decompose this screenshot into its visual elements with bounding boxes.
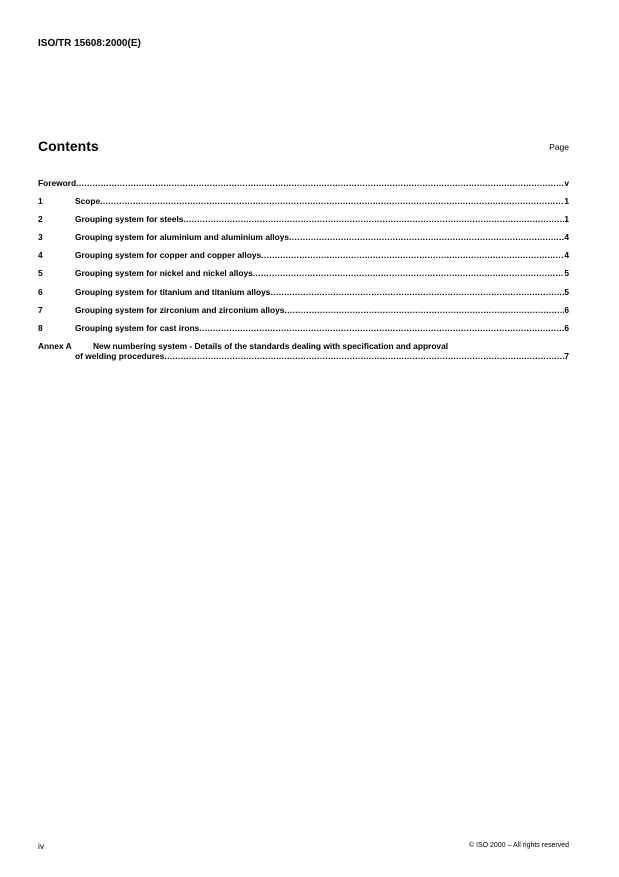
toc-entry-text: Grouping system for copper and copper alloys <box>75 250 262 261</box>
toc-entry-text: Grouping system for zirconium and zirconium alloys <box>75 304 285 315</box>
document-id-header: ISO/TR 15608:2000(E) <box>38 38 141 49</box>
table-of-contents <box>38 178 569 361</box>
toc-entry-annex-a[interactable] <box>38 341 569 361</box>
dot-leader <box>284 305 564 316</box>
toc-entry-8[interactable] <box>38 323 569 341</box>
page-column-label: Page <box>549 142 569 152</box>
dot-leader <box>199 323 564 334</box>
dot-leader <box>100 196 564 207</box>
toc-entry-number: 6 <box>38 286 43 297</box>
toc-entry-4[interactable] <box>38 250 569 268</box>
dot-leader <box>289 232 564 243</box>
dot-leader <box>253 268 565 279</box>
toc-entry-text: Foreword <box>38 178 77 188</box>
contents-title: Contents <box>38 138 99 154</box>
toc-entry-page: v <box>564 178 569 188</box>
toc-entry-7[interactable] <box>38 305 569 323</box>
dot-leader <box>261 250 564 261</box>
toc-entry-text: Grouping system for cast irons <box>75 322 200 333</box>
dot-leader <box>164 351 564 361</box>
toc-entry-text: Scope <box>75 196 101 207</box>
footer-copyright: © ISO 2000 – All rights reserved <box>468 842 569 849</box>
toc-entry-page: 5 <box>564 286 569 297</box>
toc-entry-foreword[interactable] <box>38 178 569 196</box>
toc-entry-page: 4 <box>564 250 569 261</box>
toc-entry-number: 1 <box>38 196 43 207</box>
toc-entry-text: Grouping system for nickel and nickel alloys <box>75 268 253 279</box>
toc-entry-6[interactable] <box>38 287 569 305</box>
toc-entry-page: 4 <box>564 232 569 243</box>
toc-entry-number: 3 <box>38 232 43 243</box>
toc-entry-number: 5 <box>38 268 43 279</box>
annex-title-line2: of welding procedures <box>75 350 165 361</box>
toc-entry-page: 6 <box>564 322 569 333</box>
dot-leader <box>76 178 564 189</box>
toc-entry-page: 1 <box>564 196 569 207</box>
toc-entry-page: 6 <box>564 304 569 315</box>
annex-title-line1: New numbering system - Details of the standards dealing with specification and approval <box>93 340 449 351</box>
dot-leader <box>183 214 564 225</box>
toc-entry-page: 1 <box>564 214 569 225</box>
toc-entry-text: Grouping system for titanium and titanium alloys <box>75 286 271 297</box>
toc-entry-2[interactable] <box>38 214 569 232</box>
annex-label: Annex A <box>38 340 72 351</box>
toc-entry-3[interactable] <box>38 232 569 250</box>
toc-entry-number: 4 <box>38 250 43 261</box>
toc-entry-1[interactable] <box>38 196 569 214</box>
toc-entry-text: Grouping system for steels <box>75 214 184 225</box>
dot-leader <box>270 287 564 298</box>
toc-entry-page: 7 <box>564 350 569 361</box>
footer-page-number: iv <box>38 841 45 851</box>
toc-entry-number: 7 <box>38 304 43 315</box>
toc-entry-number: 8 <box>38 322 43 333</box>
toc-entry-page: 5 <box>564 268 569 279</box>
toc-entry-text: Grouping system for aluminium and aluminium alloys <box>75 232 290 243</box>
toc-entry-5[interactable] <box>38 268 569 286</box>
toc-entry-number: 2 <box>38 214 43 225</box>
